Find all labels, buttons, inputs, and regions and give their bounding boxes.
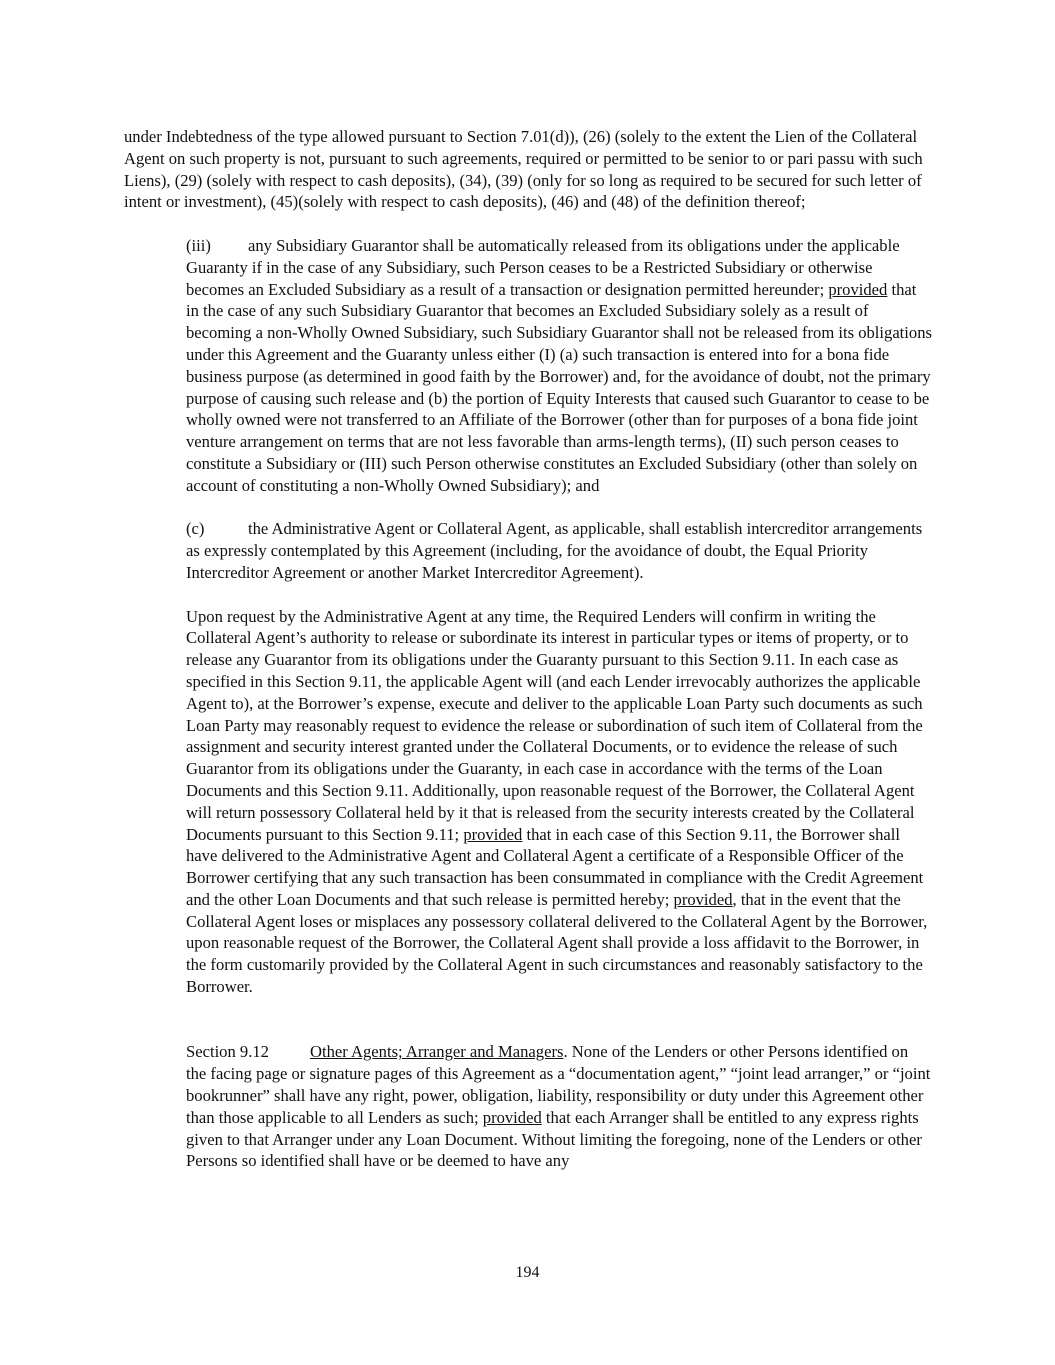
paragraph-gap xyxy=(124,497,932,519)
provided-term: provided xyxy=(482,1107,542,1127)
document-body xyxy=(124,126,932,1172)
provided-term: provided xyxy=(463,824,523,844)
section-text: . None of the Lenders or other Persons identified on the facing page or signature pages of this Agreement as a “documentation agent,” “joint lead arranger,” or “joint bookrunner” shall have any right, power, obligation, liability, responsibility or duty under this Agreement other than those applicable to all Lenders as such; xyxy=(186,1042,931,1127)
clause-label: (iii) xyxy=(186,235,211,255)
clause-text: that in the case of any such Subsidiary Guarantor that becomes an Excluded Subsidiary solely as a result of becoming a non-Wholly Owned Subsidiary, such Subsidiary Guarantor shall not be released from its obligations under this Agreement and the Guaranty unless either (I) (a) such transaction is entered into for a bona fide business purpose (as determined in good faith by the Borrower) and, for the avoidance of doubt, not the primary purpose of causing such release and (b) the portion of Equity Interests that caused such Guarantor to cease to be wholly owned were not transferred to an Affiliate of the Borrower (other than for purposes of a bona fide joint venture arrangement on terms that are not less favorable than arms-length terms), (II) such person ceases to constitute a Subsidiary or (III) such Person otherwise constitutes an Excluded Subsidiary (other than solely on account of constituting a non-Wholly Owned Subsidiary); and xyxy=(186,279,932,495)
paragraph-gap xyxy=(124,213,932,235)
section-9-12 xyxy=(124,1041,932,1172)
clause-iii xyxy=(124,235,932,497)
paragraph-text: that in each case of this Section 9.11, the Borrower shall have delivered to the Administrative Agent and Collateral Agent a certificate of a Responsible Officer of the Borrower certifying that any such transaction has been consummated in compliance with the Credit Agreement and the other Loan Documents and that such release is permitted hereby; xyxy=(186,824,924,909)
page-number: 194 xyxy=(515,1264,540,1281)
paragraph-text: , that in the event that the Collateral Agent loses or misplaces any possessory collateral delivered to the Collateral Agent by the Borrower, upon reasonable request of the Borrower, the Collateral Agent shall provide a loss affidavit to the Borrower, in the form customarily provided by the Collateral Agent in such circumstances and reasonably satisfactory to the Borrower. xyxy=(186,889,928,997)
section-number: Section 9.12 xyxy=(186,1042,269,1062)
paragraph-gap xyxy=(124,584,932,606)
clause-c xyxy=(124,518,932,583)
clause-label: (c) xyxy=(186,519,205,539)
paragraph-continuation xyxy=(124,126,932,213)
provided-term: provided xyxy=(673,889,733,909)
paragraph-text: under Indebtedness of the type allowed pursuant to Section 7.01(d)), (26) (solely to the extent the Lien of the Collateral Agent on such property is not, pursuant to such agreements, required or permitted to be senior to or pari passu with such Liens), (29) (solely with respect to cash deposits), (34), (39) (only for so long as required to be secured for such letter of intent or investment), (45)(solely with respect to cash deposits), (46) and (48) of the definition thereof; xyxy=(124,127,923,212)
section-text: that each Arranger shall be entitled to any express rights given to that Arranger under any Loan Document. Without limiting the foregoing, none of the Lenders or other Persons so identified shall have or be deemed to have any xyxy=(186,1107,922,1171)
provided-term: provided xyxy=(828,279,888,299)
paragraph-gap xyxy=(124,998,932,1042)
clause-text: any Subsidiary Guarantor shall be automatically released from its obligations under the applicable Guaranty if in the case of any Subsidiary, such Person ceases to be a Restricted Subsidiary or otherwise becomes an Excluded Subsidiary as a result of a transaction or designation permitted hereunder; xyxy=(186,235,900,299)
paragraph-text: Upon request by the Administrative Agent at any time, the Required Lenders will confirm in writing the Collateral Agent’s authority to release or subordinate its interest in particular types or items of property, or to release any Guarantor from its obligations under the Guaranty pursuant to this Section 9.11. In each case as specified in this Section 9.11, the applicable Agent will (and each Lender irrevocably authorizes the applicable Agent to), at the Borrower’s expense, execute and deliver to the applicable Loan Party such documents as such Loan Party may reasonably request to evidence the release or subordination of such item of Collateral from the assignment and security interest granted under the Collateral Documents, or to evidence the release of such Guarantor from its obligations under the Guaranty, in each case in accordance with the terms of the Loan Documents and this Section 9.11. Additionally, upon reasonable request of the Borrower, the Collateral Agent will return possessory Collateral held by it that is released from the security interests created by the Collateral Documents pursuant to this Section 9.11; xyxy=(186,606,923,844)
section-title: Other Agents; Arranger and Managers xyxy=(310,1042,564,1062)
clause-text: the Administrative Agent or Collateral Agent, as applicable, shall establish intercreditor arrangements as expressly contemplated by this Agreement (including, for the avoidance of doubt, the Equal Priority Intercreditor Agreement or another Market Intercreditor Agreement). xyxy=(186,519,923,582)
paragraph-upon-request xyxy=(124,606,932,998)
